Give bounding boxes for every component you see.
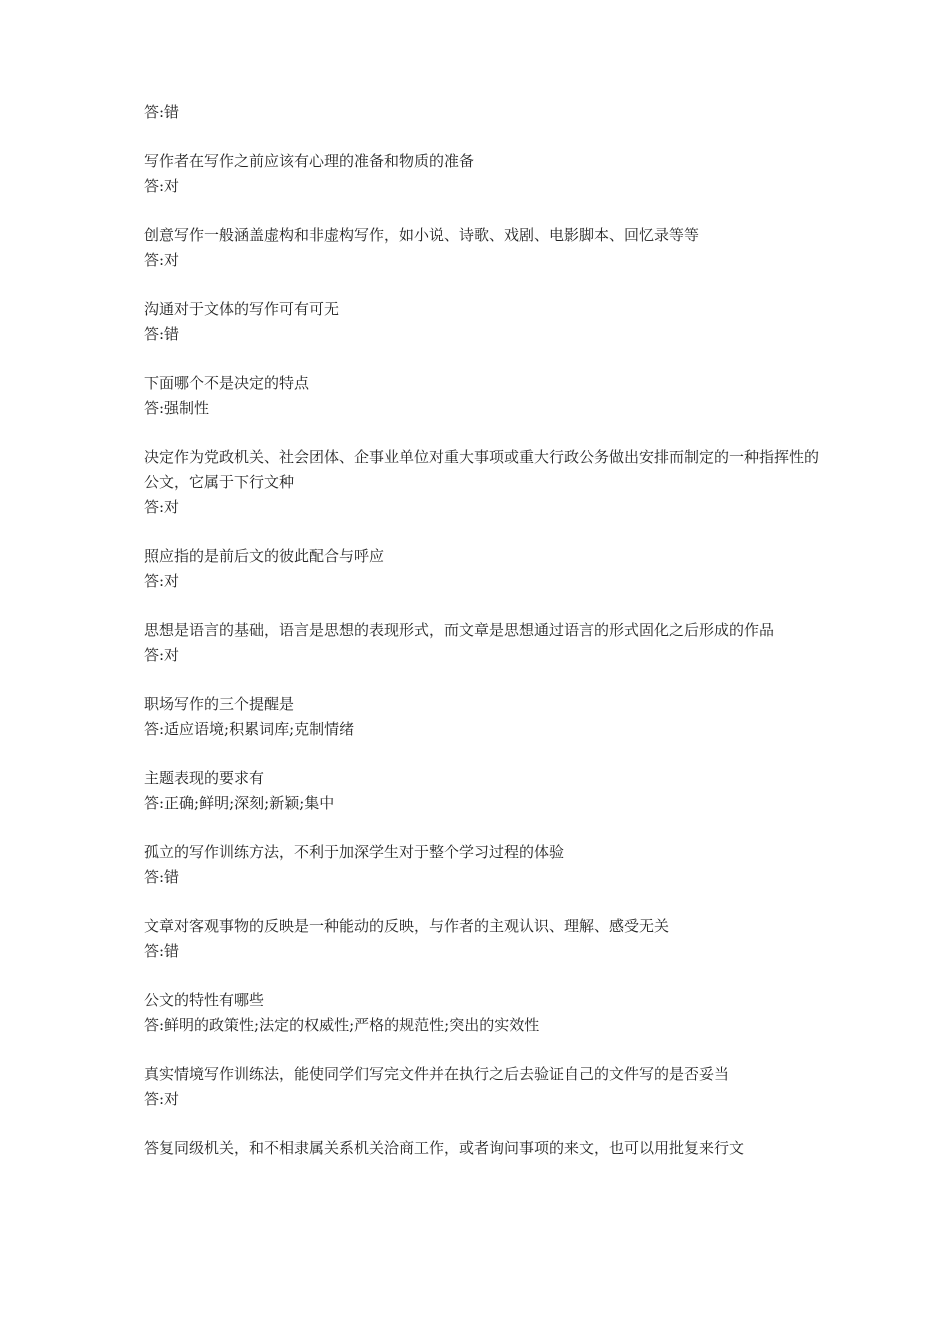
question-text: 创意写作一般涵盖虚构和非虚构写作，如小说、诗歌、戏剧、电影脚本、回忆录等等	[144, 226, 700, 244]
answer-text: 答:错	[144, 942, 180, 960]
question-text: 思想是语言的基础，语言是思想的表现形式，而文章是思想通过语言的形式固化之后形成的作品	[144, 621, 775, 639]
qa-item	[144, 371, 824, 421]
question-text: 下面哪个不是决定的特点	[144, 374, 310, 392]
qa-item	[144, 618, 824, 668]
question-text: 写作者在写作之前应该有心理的准备和物质的准备	[144, 152, 475, 170]
question-text: 沟通对于文体的写作可有可无	[144, 300, 340, 318]
qa-item	[144, 223, 824, 273]
answer-text: 答:对	[144, 177, 180, 195]
question-text: 主题表现的要求有	[144, 769, 265, 787]
qa-item	[144, 1062, 824, 1112]
qa-item	[144, 100, 824, 125]
answer-text: 答:鲜明的政策性;法定的权威性;严格的规范性;突出的实效性	[144, 1016, 540, 1034]
question-text: 真实情境写作训练法，能使同学们写完文件并在执行之后去验证自己的文件写的是否妥当	[144, 1065, 730, 1083]
qa-item	[144, 840, 824, 890]
qa-item	[144, 692, 824, 742]
qa-item	[144, 445, 824, 520]
answer-text: 答:对	[144, 1090, 180, 1108]
qa-item	[144, 766, 824, 816]
answer-text: 答:对	[144, 572, 180, 590]
qa-item	[144, 149, 824, 199]
answer-text: 答:错	[144, 868, 180, 886]
qa-item	[144, 544, 824, 594]
document-page	[144, 100, 824, 1185]
qa-item	[144, 297, 824, 347]
qa-item	[144, 1136, 824, 1161]
question-text: 照应指的是前后文的彼此配合与呼应	[144, 547, 385, 565]
qa-item	[144, 914, 824, 964]
answer-text: 答:对	[144, 646, 180, 664]
answer-text: 答:对	[144, 498, 180, 516]
answer-text: 答:强制性	[144, 399, 210, 417]
answer-text: 答:对	[144, 251, 180, 269]
answer-text: 答:正确;鲜明;深刻;新颖;集中	[144, 794, 335, 812]
question-text: 职场写作的三个提醒是	[144, 695, 295, 713]
question-text: 公文的特性有哪些	[144, 991, 265, 1009]
answer-text: 答:错	[144, 103, 180, 121]
question-text: 答复同级机关，和不相隶属关系机关洽商工作，或者询问事项的来文，也可以用批复来行文	[144, 1139, 745, 1157]
question-text: 文章对客观事物的反映是一种能动的反映，与作者的主观认识、理解、感受无关	[144, 917, 670, 935]
question-text: 孤立的写作训练方法，不利于加深学生对于整个学习过程的体验	[144, 843, 565, 861]
answer-text: 答:错	[144, 325, 180, 343]
question-text: 决定作为党政机关、社会团体、企事业单位对重大事项或重大行政公务做出安排而制定的一种指挥性的公文，它属于下行文种	[144, 448, 820, 491]
answer-text: 答:适应语境;积累词库;克制情绪	[144, 720, 355, 738]
qa-item	[144, 988, 824, 1038]
